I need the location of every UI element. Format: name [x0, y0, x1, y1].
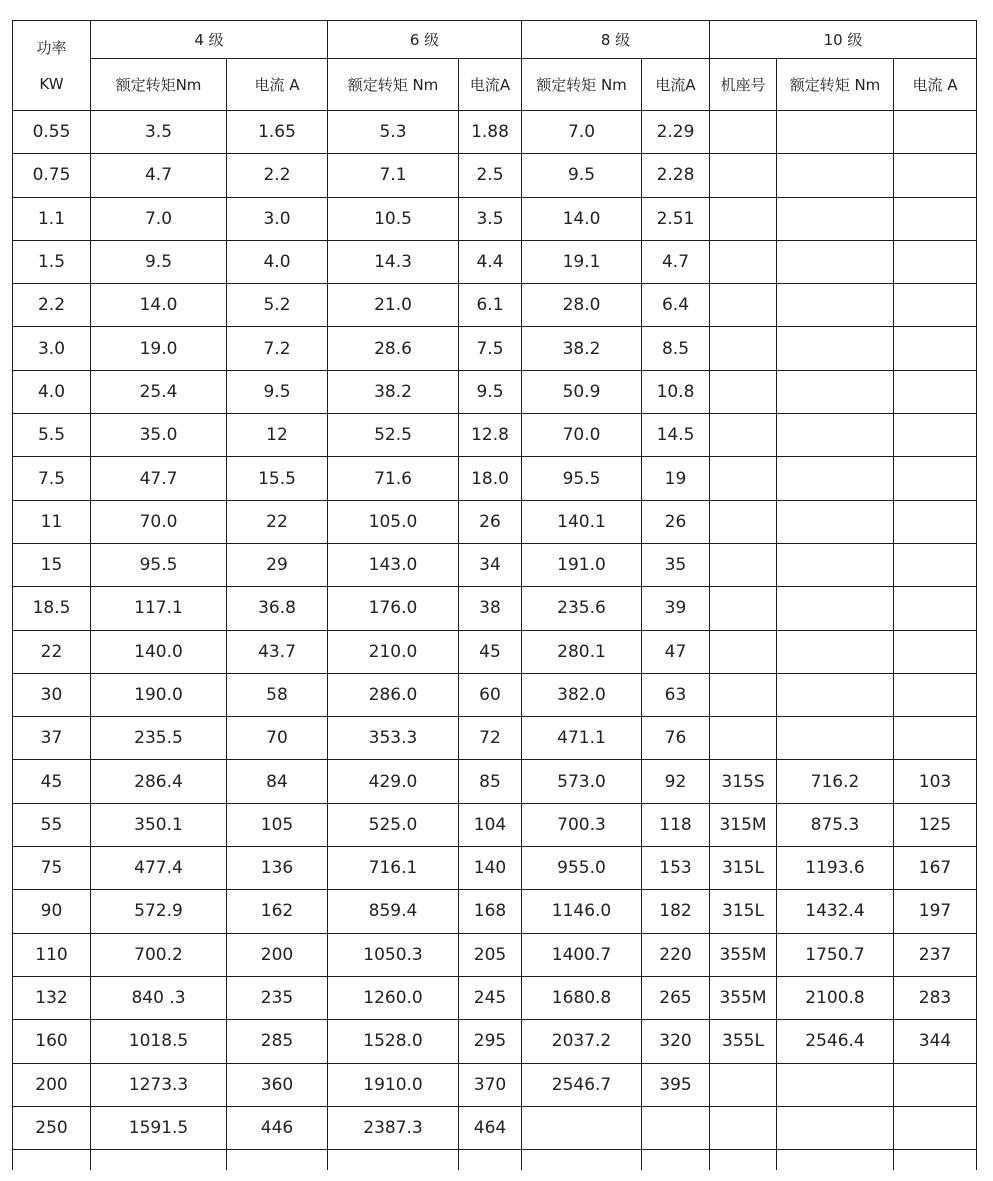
- current-10-cell: [894, 1063, 977, 1106]
- current-6-cell: 2.5: [459, 154, 522, 197]
- current-4-cell: 105: [227, 803, 328, 846]
- torque-8-cell: 7.0: [522, 111, 642, 154]
- frame-10-cell: 315L: [710, 890, 777, 933]
- current-4-cell: 15.5: [227, 457, 328, 500]
- current-6-cell: 34: [459, 543, 522, 586]
- frame-10-cell: [710, 717, 777, 760]
- current-8-cell: [642, 1106, 710, 1149]
- current-8-cell: 14.5: [642, 414, 710, 457]
- current-8-cell: 39: [642, 587, 710, 630]
- torque-10-cell: 2546.4: [777, 1020, 894, 1063]
- torque-8-cell: 1680.8: [522, 976, 642, 1019]
- table-row: [13, 630, 977, 673]
- power-cell: 1.1: [13, 197, 91, 240]
- torque-8-cell: 19.1: [522, 240, 642, 283]
- current-6-cell: 60: [459, 673, 522, 716]
- frame-10-cell: 315L: [710, 847, 777, 890]
- frame-10-cell: [710, 500, 777, 543]
- torque-6-cell: 1528.0: [328, 1020, 459, 1063]
- current-8-cell: 265: [642, 976, 710, 1019]
- current-6-cell: 168: [459, 890, 522, 933]
- current-6-cell: 72: [459, 717, 522, 760]
- current-8-cell: 153: [642, 847, 710, 890]
- table-row: [13, 414, 977, 457]
- torque-6-cell: 14.3: [328, 240, 459, 283]
- current-4-cell: 3.0: [227, 197, 328, 240]
- current-4-cell: 36.8: [227, 587, 328, 630]
- current-10-cell: [894, 630, 977, 673]
- table-row: [13, 284, 977, 327]
- torque-4-cell: 117.1: [91, 587, 227, 630]
- current-10-cell: [894, 587, 977, 630]
- power-cell: 37: [13, 717, 91, 760]
- torque-10-cell: [777, 717, 894, 760]
- torque-8-cell: 191.0: [522, 543, 642, 586]
- current-10-cell: [894, 500, 977, 543]
- power-cell: 1.5: [13, 240, 91, 283]
- table-row: [13, 1063, 977, 1106]
- torque-8-cell: [522, 1106, 642, 1149]
- current-6-cell: 6.1: [459, 284, 522, 327]
- current-10-cell: 167: [894, 847, 977, 890]
- current-8-cell: 220: [642, 933, 710, 976]
- torque-10-cell: [777, 370, 894, 413]
- torque-header-4: 额定转矩Nm: [91, 59, 227, 111]
- current-10-cell: [894, 240, 977, 283]
- torque-10-cell: [777, 414, 894, 457]
- current-10-cell: [894, 673, 977, 716]
- current-header-10: 电流 A: [894, 59, 977, 111]
- current-8-cell: 8.5: [642, 327, 710, 370]
- torque-4-cell: 25.4: [91, 370, 227, 413]
- current-4-cell: 9.5: [227, 370, 328, 413]
- torque-6-cell: 859.4: [328, 890, 459, 933]
- torque-6-cell: 525.0: [328, 803, 459, 846]
- torque-4-cell: 477.4: [91, 847, 227, 890]
- torque-header-6: 额定转矩 Nm: [328, 59, 459, 111]
- frame-10-cell: [710, 673, 777, 716]
- current-10-cell: [894, 717, 977, 760]
- power-cell: 250: [13, 1106, 91, 1149]
- torque-6-cell: 105.0: [328, 500, 459, 543]
- power-cell: 132: [13, 976, 91, 1019]
- torque-10-cell: 2100.8: [777, 976, 894, 1019]
- table-row: [13, 154, 977, 197]
- pole-6-header: 6 级: [328, 21, 522, 59]
- current-6-cell: 12.8: [459, 414, 522, 457]
- current-6-cell: 85: [459, 760, 522, 803]
- table-row: [13, 370, 977, 413]
- torque-4-cell: 1591.5: [91, 1106, 227, 1149]
- current-6-cell: 245: [459, 976, 522, 1019]
- table-row: [13, 673, 977, 716]
- current-6-cell: 18.0: [459, 457, 522, 500]
- frame-10-cell: 355L: [710, 1020, 777, 1063]
- current-8-cell: 92: [642, 760, 710, 803]
- torque-4-cell: 350.1: [91, 803, 227, 846]
- cropped-cell: [642, 1150, 710, 1171]
- frame-10-cell: [710, 284, 777, 327]
- torque-10-cell: [777, 543, 894, 586]
- current-10-cell: 237: [894, 933, 977, 976]
- torque-6-cell: 210.0: [328, 630, 459, 673]
- torque-8-cell: 2546.7: [522, 1063, 642, 1106]
- frame-10-cell: [710, 1106, 777, 1149]
- frame-header-10: 机座号: [710, 59, 777, 111]
- power-cell: 5.5: [13, 414, 91, 457]
- frame-10-cell: [710, 1063, 777, 1106]
- current-10-cell: 125: [894, 803, 977, 846]
- frame-10-cell: [710, 457, 777, 500]
- current-10-cell: 344: [894, 1020, 977, 1063]
- current-6-cell: 26: [459, 500, 522, 543]
- torque-6-cell: 176.0: [328, 587, 459, 630]
- current-6-cell: 7.5: [459, 327, 522, 370]
- torque-6-cell: 286.0: [328, 673, 459, 716]
- current-10-cell: [894, 154, 977, 197]
- torque-10-cell: [777, 630, 894, 673]
- torque-8-cell: 235.6: [522, 587, 642, 630]
- torque-4-cell: 840 .3: [91, 976, 227, 1019]
- current-10-cell: [894, 327, 977, 370]
- torque-6-cell: 1050.3: [328, 933, 459, 976]
- torque-4-cell: 19.0: [91, 327, 227, 370]
- motor-spec-table: [12, 20, 977, 1170]
- torque-6-cell: 21.0: [328, 284, 459, 327]
- torque-6-cell: 353.3: [328, 717, 459, 760]
- current-6-cell: 3.5: [459, 197, 522, 240]
- current-6-cell: 38: [459, 587, 522, 630]
- torque-6-cell: 716.1: [328, 847, 459, 890]
- torque-4-cell: 1018.5: [91, 1020, 227, 1063]
- current-4-cell: 446: [227, 1106, 328, 1149]
- torque-10-cell: 1432.4: [777, 890, 894, 933]
- torque-4-cell: 95.5: [91, 543, 227, 586]
- frame-10-cell: [710, 111, 777, 154]
- torque-6-cell: 1260.0: [328, 976, 459, 1019]
- current-4-cell: 70: [227, 717, 328, 760]
- torque-8-cell: 573.0: [522, 760, 642, 803]
- current-6-cell: 205: [459, 933, 522, 976]
- pole-4-header: 4 级: [91, 21, 328, 59]
- frame-10-cell: [710, 370, 777, 413]
- torque-4-cell: 4.7: [91, 154, 227, 197]
- table-row: [13, 500, 977, 543]
- current-4-cell: 7.2: [227, 327, 328, 370]
- torque-8-cell: 1146.0: [522, 890, 642, 933]
- frame-10-cell: 355M: [710, 976, 777, 1019]
- torque-10-cell: [777, 587, 894, 630]
- table-row: [13, 847, 977, 890]
- cropped-cell: [894, 1150, 977, 1171]
- torque-10-cell: [777, 500, 894, 543]
- current-8-cell: 395: [642, 1063, 710, 1106]
- table-row: [13, 240, 977, 283]
- power-cell: 0.55: [13, 111, 91, 154]
- torque-10-cell: [777, 240, 894, 283]
- current-4-cell: 200: [227, 933, 328, 976]
- current-10-cell: [894, 457, 977, 500]
- torque-8-cell: 9.5: [522, 154, 642, 197]
- frame-10-cell: 315S: [710, 760, 777, 803]
- torque-8-cell: 50.9: [522, 370, 642, 413]
- torque-6-cell: 2387.3: [328, 1106, 459, 1149]
- torque-4-cell: 1273.3: [91, 1063, 227, 1106]
- current-8-cell: 47: [642, 630, 710, 673]
- table-row: [13, 1106, 977, 1149]
- torque-4-cell: 7.0: [91, 197, 227, 240]
- table-body: [13, 111, 977, 1171]
- current-8-cell: 76: [642, 717, 710, 760]
- current-header-8: 电流A: [642, 59, 710, 111]
- table-row: [13, 457, 977, 500]
- table-row: [13, 760, 977, 803]
- current-8-cell: 19: [642, 457, 710, 500]
- torque-4-cell: 700.2: [91, 933, 227, 976]
- power-cell: 22: [13, 630, 91, 673]
- current-4-cell: 43.7: [227, 630, 328, 673]
- torque-8-cell: 140.1: [522, 500, 642, 543]
- current-4-cell: 29: [227, 543, 328, 586]
- power-cell: 7.5: [13, 457, 91, 500]
- frame-10-cell: [710, 154, 777, 197]
- torque-4-cell: 190.0: [91, 673, 227, 716]
- torque-8-cell: 280.1: [522, 630, 642, 673]
- power-cell: 90: [13, 890, 91, 933]
- torque-8-cell: 95.5: [522, 457, 642, 500]
- torque-4-cell: 9.5: [91, 240, 227, 283]
- frame-10-cell: 315M: [710, 803, 777, 846]
- current-6-cell: 295: [459, 1020, 522, 1063]
- current-10-cell: 283: [894, 976, 977, 1019]
- torque-4-cell: 235.5: [91, 717, 227, 760]
- table-row: [13, 890, 977, 933]
- current-10-cell: [894, 111, 977, 154]
- power-cell: 160: [13, 1020, 91, 1063]
- current-6-cell: 464: [459, 1106, 522, 1149]
- power-cell: 2.2: [13, 284, 91, 327]
- current-4-cell: 360: [227, 1063, 328, 1106]
- frame-10-cell: [710, 327, 777, 370]
- table-row: [13, 803, 977, 846]
- torque-10-cell: [777, 457, 894, 500]
- frame-10-cell: [710, 414, 777, 457]
- current-6-cell: 140: [459, 847, 522, 890]
- current-4-cell: 162: [227, 890, 328, 933]
- table-row: [13, 543, 977, 586]
- power-cell: 200: [13, 1063, 91, 1106]
- torque-6-cell: 38.2: [328, 370, 459, 413]
- torque-10-cell: 875.3: [777, 803, 894, 846]
- current-4-cell: 235: [227, 976, 328, 1019]
- table-row: [13, 197, 977, 240]
- current-4-cell: 2.2: [227, 154, 328, 197]
- power-cell: 15: [13, 543, 91, 586]
- table-row: [13, 717, 977, 760]
- torque-6-cell: 71.6: [328, 457, 459, 500]
- current-4-cell: 84: [227, 760, 328, 803]
- torque-10-cell: 1193.6: [777, 847, 894, 890]
- torque-4-cell: 286.4: [91, 760, 227, 803]
- torque-8-cell: 28.0: [522, 284, 642, 327]
- current-10-cell: [894, 543, 977, 586]
- table-row: [13, 111, 977, 154]
- torque-10-cell: [777, 197, 894, 240]
- current-8-cell: 10.8: [642, 370, 710, 413]
- current-10-cell: [894, 370, 977, 413]
- torque-6-cell: 7.1: [328, 154, 459, 197]
- current-8-cell: 4.7: [642, 240, 710, 283]
- torque-4-cell: 3.5: [91, 111, 227, 154]
- torque-4-cell: 14.0: [91, 284, 227, 327]
- current-8-cell: 118: [642, 803, 710, 846]
- current-4-cell: 285: [227, 1020, 328, 1063]
- table-row: [13, 327, 977, 370]
- torque-8-cell: 2037.2: [522, 1020, 642, 1063]
- torque-6-cell: 143.0: [328, 543, 459, 586]
- torque-8-cell: 14.0: [522, 197, 642, 240]
- power-cell: 75: [13, 847, 91, 890]
- frame-10-cell: [710, 240, 777, 283]
- torque-10-cell: [777, 1106, 894, 1149]
- torque-8-cell: 955.0: [522, 847, 642, 890]
- torque-6-cell: 28.6: [328, 327, 459, 370]
- torque-10-cell: [777, 1063, 894, 1106]
- torque-10-cell: [777, 673, 894, 716]
- torque-10-cell: [777, 111, 894, 154]
- cropped-cell: [459, 1150, 522, 1171]
- pole-10-header: 10 级: [710, 21, 977, 59]
- torque-10-cell: 716.2: [777, 760, 894, 803]
- power-cell: 0.75: [13, 154, 91, 197]
- torque-10-cell: [777, 154, 894, 197]
- power-cell: 18.5: [13, 587, 91, 630]
- current-6-cell: 1.88: [459, 111, 522, 154]
- frame-10-cell: [710, 630, 777, 673]
- current-4-cell: 1.65: [227, 111, 328, 154]
- torque-4-cell: 140.0: [91, 630, 227, 673]
- current-8-cell: 2.28: [642, 154, 710, 197]
- torque-6-cell: 52.5: [328, 414, 459, 457]
- torque-8-cell: 1400.7: [522, 933, 642, 976]
- power-header: [13, 21, 91, 111]
- current-8-cell: 2.51: [642, 197, 710, 240]
- current-8-cell: 182: [642, 890, 710, 933]
- power-cell: 45: [13, 760, 91, 803]
- table-row: [13, 587, 977, 630]
- power-cell: 55: [13, 803, 91, 846]
- torque-4-cell: 35.0: [91, 414, 227, 457]
- current-4-cell: 136: [227, 847, 328, 890]
- current-6-cell: 4.4: [459, 240, 522, 283]
- current-6-cell: 9.5: [459, 370, 522, 413]
- current-10-cell: [894, 414, 977, 457]
- current-10-cell: [894, 284, 977, 327]
- torque-10-cell: 1750.7: [777, 933, 894, 976]
- current-8-cell: 35: [642, 543, 710, 586]
- current-6-cell: 370: [459, 1063, 522, 1106]
- table-row: [13, 976, 977, 1019]
- torque-10-cell: [777, 327, 894, 370]
- current-4-cell: 5.2: [227, 284, 328, 327]
- torque-10-cell: [777, 284, 894, 327]
- power-cell: 11: [13, 500, 91, 543]
- power-cell: 30: [13, 673, 91, 716]
- current-10-cell: 197: [894, 890, 977, 933]
- torque-6-cell: 5.3: [328, 111, 459, 154]
- torque-8-cell: 471.1: [522, 717, 642, 760]
- cropped-cell: [328, 1150, 459, 1171]
- current-4-cell: 12: [227, 414, 328, 457]
- torque-4-cell: 70.0: [91, 500, 227, 543]
- frame-10-cell: [710, 587, 777, 630]
- torque-header-8: 额定转矩 Nm: [522, 59, 642, 111]
- current-8-cell: 320: [642, 1020, 710, 1063]
- torque-header-10: 额定转矩 Nm: [777, 59, 894, 111]
- table-row: [13, 933, 977, 976]
- current-6-cell: 45: [459, 630, 522, 673]
- power-label: 功率: [36, 38, 67, 57]
- power-cell: 4.0: [13, 370, 91, 413]
- current-8-cell: 2.29: [642, 111, 710, 154]
- current-header-6: 电流A: [459, 59, 522, 111]
- current-10-cell: [894, 197, 977, 240]
- torque-6-cell: 429.0: [328, 760, 459, 803]
- current-4-cell: 4.0: [227, 240, 328, 283]
- cropped-cell: [227, 1150, 328, 1171]
- frame-10-cell: [710, 543, 777, 586]
- frame-10-cell: 355M: [710, 933, 777, 976]
- pole-8-header: 8 级: [522, 21, 710, 59]
- table-row-cropped: [13, 1150, 977, 1171]
- cropped-cell: [13, 1150, 91, 1171]
- torque-8-cell: 38.2: [522, 327, 642, 370]
- current-10-cell: [894, 1106, 977, 1149]
- cropped-cell: [710, 1150, 777, 1171]
- torque-8-cell: 382.0: [522, 673, 642, 716]
- cropped-cell: [91, 1150, 227, 1171]
- power-cell: 3.0: [13, 327, 91, 370]
- cropped-cell: [777, 1150, 894, 1171]
- torque-6-cell: 10.5: [328, 197, 459, 240]
- table-row: [13, 1020, 977, 1063]
- power-unit: KW: [39, 74, 64, 93]
- current-6-cell: 104: [459, 803, 522, 846]
- cropped-cell: [522, 1150, 642, 1171]
- torque-6-cell: 1910.0: [328, 1063, 459, 1106]
- current-8-cell: 6.4: [642, 284, 710, 327]
- current-8-cell: 63: [642, 673, 710, 716]
- torque-8-cell: 70.0: [522, 414, 642, 457]
- torque-8-cell: 700.3: [522, 803, 642, 846]
- current-4-cell: 22: [227, 500, 328, 543]
- torque-4-cell: 572.9: [91, 890, 227, 933]
- power-cell: 110: [13, 933, 91, 976]
- torque-4-cell: 47.7: [91, 457, 227, 500]
- current-8-cell: 26: [642, 500, 710, 543]
- frame-10-cell: [710, 197, 777, 240]
- current-header-4: 电流 A: [227, 59, 328, 111]
- current-10-cell: 103: [894, 760, 977, 803]
- current-4-cell: 58: [227, 673, 328, 716]
